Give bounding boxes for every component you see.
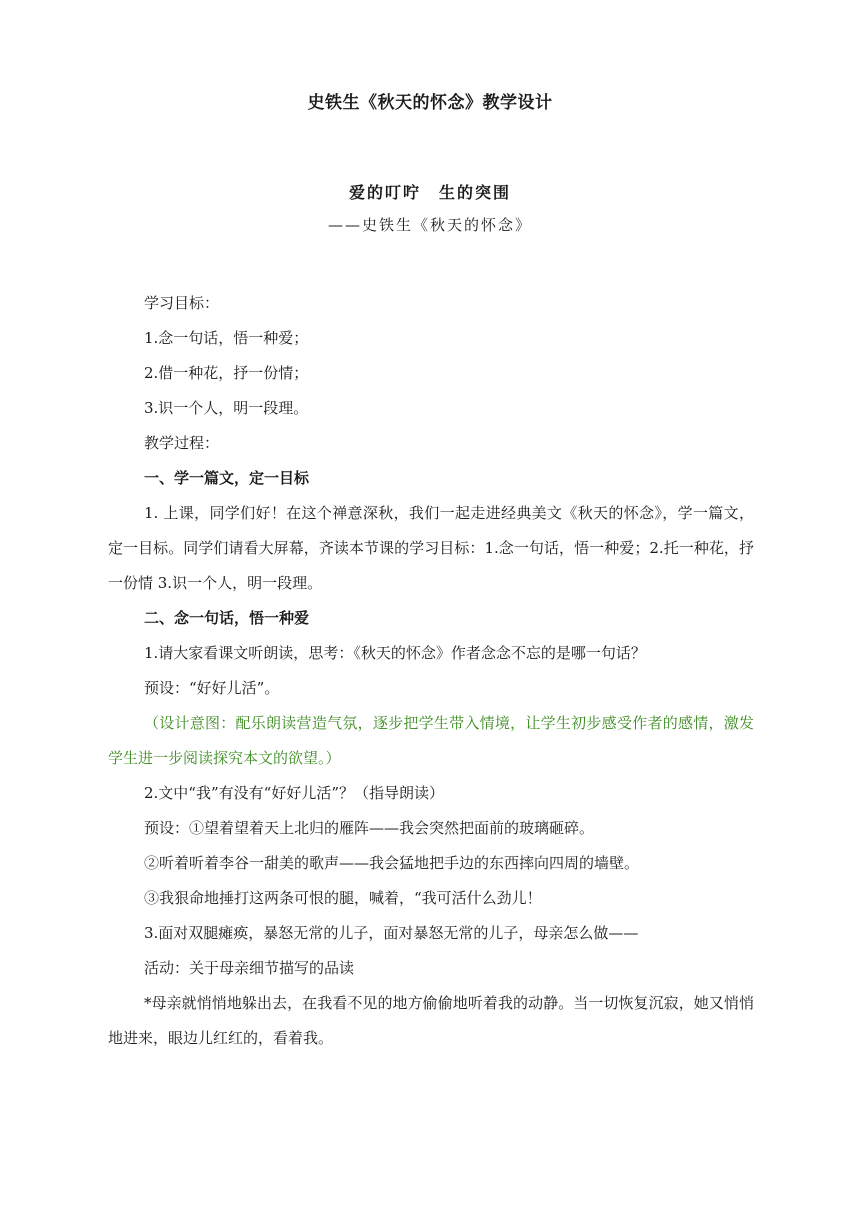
paragraph: ③我狠命地捶打这两条可恨的腿，喊着，“我可活什么劲儿！ [144, 889, 542, 907]
paragraph: 1.念一句话，悟一种爱； [144, 329, 309, 347]
design-intent-note: （设计意图：配乐朗读营造气氛，逐步把学生带入情境，让学生初步感受作者的感情，激发学生进一步阅读探究本文的欲望。） [108, 714, 754, 767]
section-heading: 二、念一句话，悟一种爱 [144, 609, 310, 627]
paragraph: 预设：①望着望着天上北归的雁阵——我会突然把面前的玻璃砸碎。 [144, 819, 595, 837]
document-title: 史铁生《秋天的怀念》教学设计 [307, 93, 553, 113]
lesson-subtitle-source: ——史铁生《秋天的怀念》 [327, 216, 532, 234]
paragraph: 学习目标： [144, 294, 220, 312]
paragraph: 3.面对双腿瘫痪，暴怒无常的儿子，面对暴怒无常的儿子，母亲怎么做—— [144, 924, 639, 942]
paragraph: 1.请大家看课文听朗读，思考：《秋天的怀念》作者念念不忘的是哪一句话？ [144, 644, 646, 662]
paragraph: 3.识一个人，明一段理。 [144, 399, 309, 417]
lesson-subtitle: 爱的叮咛 生的突围 [348, 183, 511, 202]
paragraph: 2.借一种花，抒一份情； [144, 364, 309, 382]
paragraph: ②听着听着李谷一甜美的歌声——我会猛地把手边的东西摔向四周的墙壁。 [144, 854, 640, 872]
paragraph: 活动：关于母亲细节描写的品读 [144, 959, 355, 977]
paragraph: 预设：“好好儿活”。 [144, 679, 280, 697]
paragraph: 2.文中“我”有没有“好好儿活”？（指导朗读） [144, 784, 444, 802]
paragraph: 教学过程： [144, 434, 220, 452]
paragraph: 1. 上课，同学们好！在这个禅意深秋，我们一起走进经典美文《秋天的怀念》，学一篇文，定一目标。同学们请看大屏幕，齐读本节课的学习目标：1.念一句话，悟一种爱；2.托一种花，抒一份情 3.识一个人，明一段理。 [108, 504, 754, 592]
document-body [108, 286, 754, 1056]
section-heading: 一、学一篇文，定一目标 [144, 469, 310, 487]
paragraph: *母亲就悄悄地躲出去，在我看不见的地方偷偷地听着我的动静。当一切恢复沉寂，她又悄悄地进来，眼边儿红红的，看着我。 [108, 994, 754, 1047]
